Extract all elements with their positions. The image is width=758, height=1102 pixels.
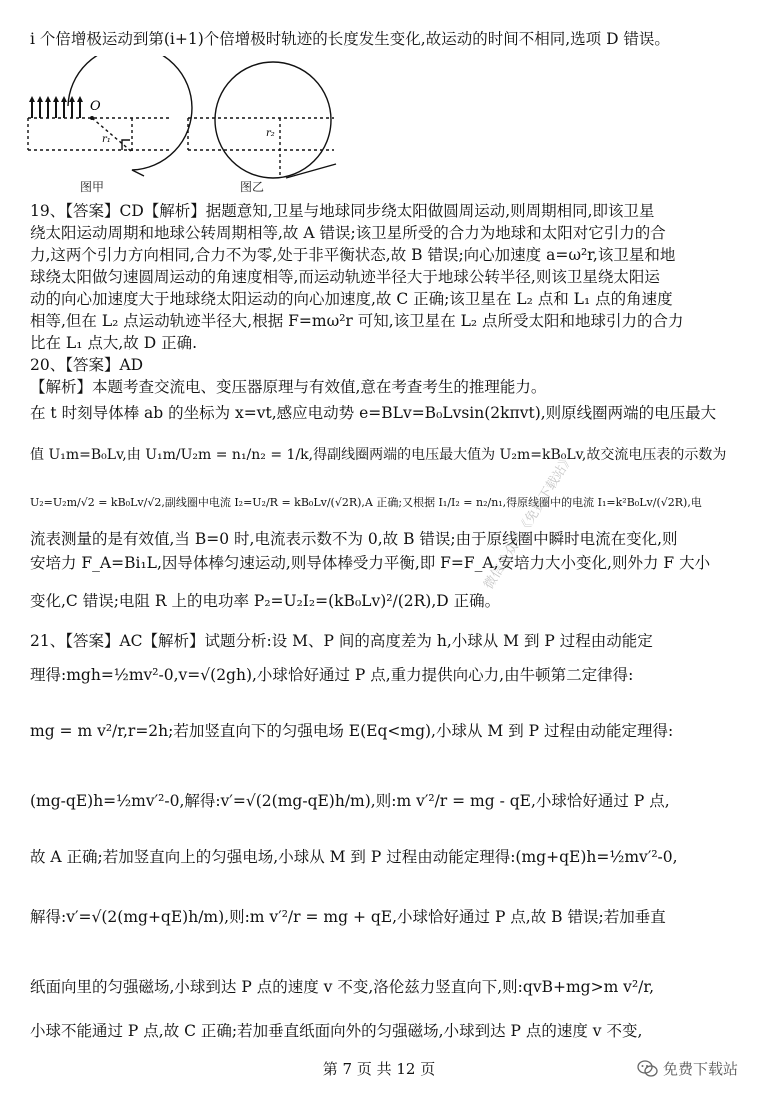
text-line: 值 U₁m=B₀Lv,由 U₁m/U₂m = n₁/n₂ = 1/k,得副线圈两端的电压最大值为 U₂m=kB₀Lv,故交流电压表的示数为: [30, 447, 727, 463]
text-line: U₂=U₂m/√2 = kB₀Lv/√2,副线圈中电流 I₂=U₂/R = kB₀Lv/(√2R),A 正确;又根据 I₁/I₂ = n₂/n₁,得原线圈中的电流 I₁=k²B₀Lv/(√2R),电: [30, 496, 702, 509]
text-line: 小球不能通过 P 点,故 C 正确;若加垂直纸面向外的匀强磁场,小球到达 P 点的速度 v 不变,: [30, 1022, 643, 1040]
stamp-watermark: 微信公众号《免费下载站》: [481, 451, 577, 593]
text-line: 相等,但在 L₂ 点运动轨迹半径大,根据 F=mω²r 可知,该卫星在 L₂ 点所受太阳和地球引力的合力: [30, 312, 684, 330]
caption-left: 图甲: [80, 180, 105, 194]
text-line: 变化,C 错误;电阻 R 上的电功率 P₂=U₂I₂=(kB₀Lv)²/(2R),D 正确。: [30, 592, 501, 610]
wechat-icon: [637, 1060, 659, 1078]
caption-right: 图乙: [240, 180, 265, 194]
text-line: 【解析】本题考查交流电、变压器原理与有效值,意在考查考生的推理能力。: [30, 378, 547, 396]
text-line: (mg-qE)h=½mv′²-0,解得:v′=√(2(mg-qE)h/m),则:m v′²/r = mg - qE,小球恰好通过 P 点,: [30, 792, 670, 810]
text-line: 21、【答案】AC【解析】试题分析:设 M、P 间的高度差为 h,小球从 M 到 P 过程由动能定: [30, 632, 653, 650]
watermark-logo: [637, 1058, 738, 1079]
text-line: 在 t 时刻导体棒 ab 的坐标为 x=vt,感应电动势 e=BLv=B₀Lvsin(2kπvt),则原线圈两端的电压最大: [30, 404, 717, 422]
text-line: 纸面向里的匀强磁场,小球到达 P 点的速度 v 不变,洛伦兹力竖直向下,则:qvB+mg>m v²/r,: [30, 978, 655, 996]
text-line: 力,这两个引力方向相同,合力不为零,处于非平衡状态,故 B 错误;向心加速度 a=ω²r,该卫星和地: [30, 246, 676, 264]
center-label: O: [90, 99, 101, 114]
text-line: i 个倍增极运动到第(i+1)个倍增极时轨迹的长度发生变化,故运动的时间不相同,选项 D 错误。: [30, 30, 670, 48]
text-line: 故 A 正确;若加竖直向上的匀强电场,小球从 M 到 P 过程由动能定理得:(mg+qE)h=½mv′²-0,: [30, 848, 678, 866]
text-line: 比在 L₁ 点大,故 D 正确.: [30, 334, 197, 352]
radius-label-1: r₁: [102, 134, 111, 145]
text-line: 安培力 F_A=Bi₁L,因导体棒匀速运动,则导体棒受力平衡,即 F=F_A,安培力大小变化,则外力 F 大小: [30, 554, 711, 572]
text-line: 球绕太阳做匀速圆周运动的角速度相等,而运动轨迹半径大于地球公转半径,则该卫星绕太阳运: [30, 268, 660, 286]
watermark-text: 免费下载站: [662, 1060, 738, 1078]
text-line: 流表测量的是有效值,当 B=0 时,电流表示数不为 0,故 B 错误;由于原线圈中瞬时电流在变化,则: [30, 530, 678, 548]
figures: [18, 56, 348, 196]
text-line: 解得:v′=√(2(mg+qE)h/m),则:m v′²/r = mg + qE,小球恰好通过 P 点,故 B 错误;若加垂直: [30, 908, 666, 926]
text-line: 绕太阳运动周期和地球公转周期相等,故 A 错误;该卫星所受的合力为地球和太阳对它引力的合: [30, 224, 666, 242]
text-line: 19、【答案】CD【解析】据题意知,卫星与地球同步绕太阳做圆周运动,则周期相同,即该卫星: [30, 202, 655, 220]
page-footer: 第 7 页 共 12 页: [322, 1060, 436, 1078]
radius-label-2: r₂: [266, 128, 275, 139]
text-line: 20、【答案】AD: [30, 356, 144, 374]
text-line: 动的向心加速度大于地球绕太阳运动的向心加速度,故 C 正确;该卫星在 L₂ 点和 L₁ 点的角速度: [30, 290, 673, 308]
text-line: 理得:mgh=½mv²-0,v=√(2gh),小球恰好通过 P 点,重力提供向心力,由牛顿第二定律得:: [30, 666, 634, 684]
orbit-diagram: [18, 56, 348, 196]
text-line: mg = m v²/r,r=2h;若加竖直向下的匀强电场 E(Eq<mg),小球从 M 到 P 过程由动能定理得:: [30, 722, 674, 740]
